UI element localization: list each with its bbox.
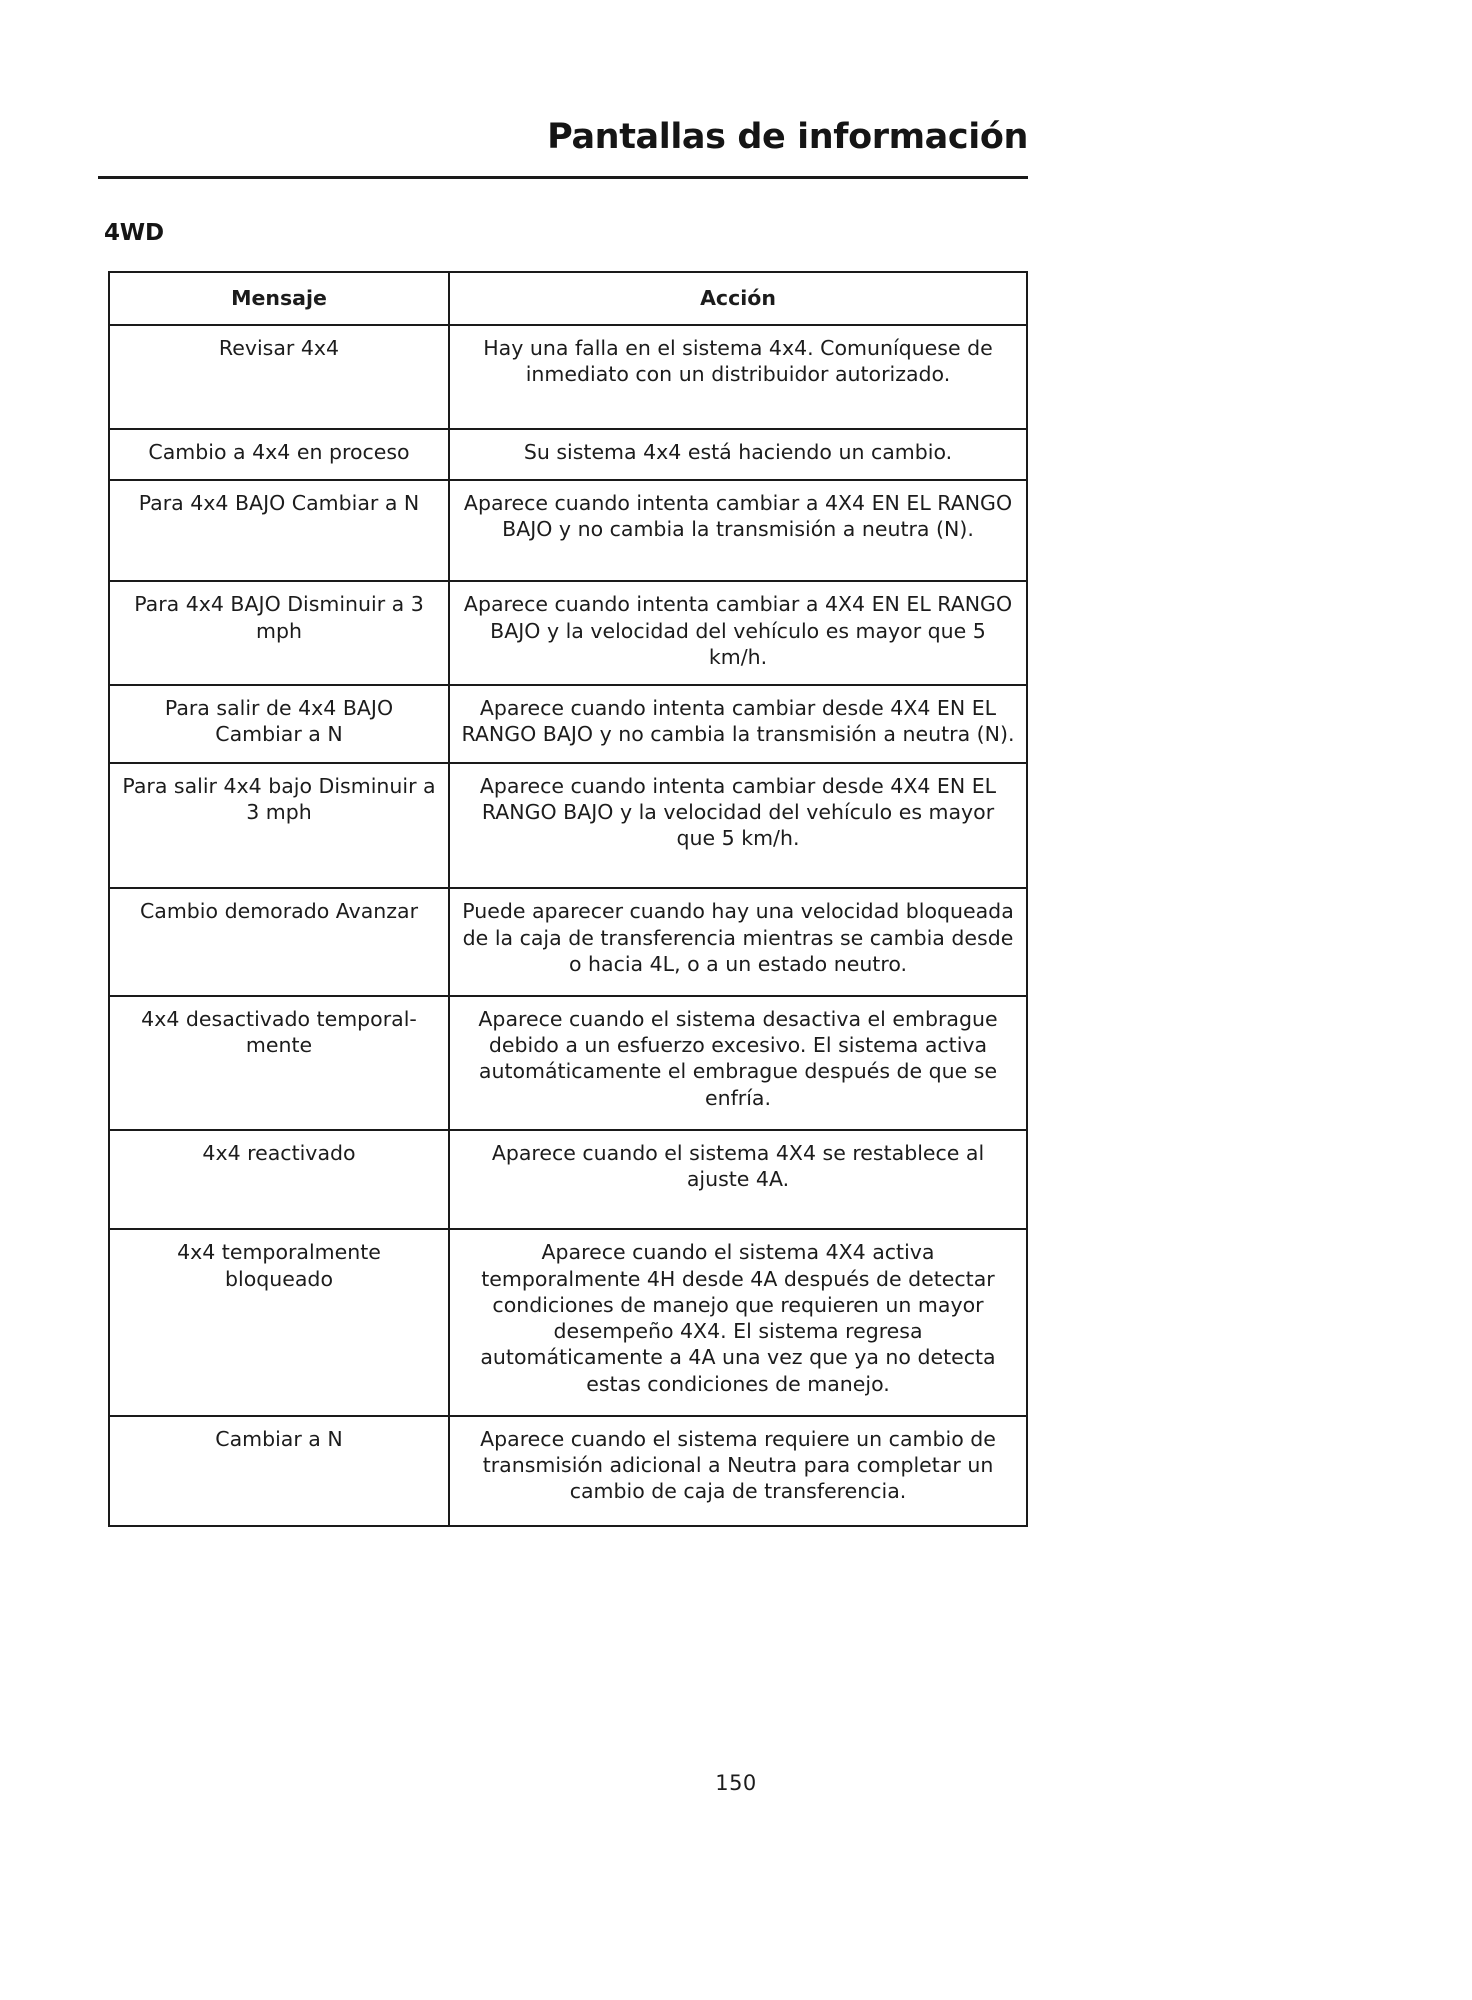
table-row	[109, 996, 1027, 1130]
header-divider	[98, 176, 1028, 179]
table-row	[109, 763, 1027, 889]
cell-mensaje: 4x4 temporalmente bloqueado	[109, 1229, 449, 1415]
page-footer	[0, 1771, 1472, 1795]
table-row	[109, 685, 1027, 762]
cell-accion: Aparece cuando intenta cambiar a 4X4 EN EL RANGO BAJO y la velocidad del vehículo es mayor que 5 km/h.	[449, 581, 1027, 685]
cell-accion: Aparece cuando intenta cambiar desde 4X4 EN EL RANGO BAJO y la velocidad del vehículo es mayor que 5 km/h.	[449, 763, 1027, 889]
messages-table-container	[108, 271, 1026, 1527]
table-row	[109, 429, 1027, 480]
cell-mensaje: Revisar 4x4	[109, 325, 449, 428]
table-head	[109, 272, 1027, 325]
table-row	[109, 1229, 1027, 1415]
table-row	[109, 1416, 1027, 1526]
cell-mensaje: Cambio demorado Avanzar	[109, 888, 449, 996]
page-number: 150	[715, 1771, 757, 1795]
table-row	[109, 325, 1027, 428]
cell-accion: Aparece cuando intenta cambiar desde 4X4 EN EL RANGO BAJO y no cambia la transmisión a neutra (N).	[449, 685, 1027, 762]
cell-mensaje: 4x4 desactivado temporal-mente	[109, 996, 449, 1130]
cell-mensaje: Para 4x4 BAJO Disminuir a 3 mph	[109, 581, 449, 685]
cell-accion: Aparece cuando el sistema 4X4 se restablece al ajuste 4A.	[449, 1130, 1027, 1229]
messages-table	[108, 271, 1028, 1527]
section-heading: 4WD	[104, 220, 164, 246]
cell-accion: Aparece cuando el sistema requiere un cambio de transmisión adicional a Neutra para completar un cambio de caja de transferencia.	[449, 1416, 1027, 1526]
chapter-title: Pantallas de información	[547, 117, 1028, 157]
cell-accion: Aparece cuando el sistema desactiva el embrague debido a un esfuerzo excesivo. El sistema activa automáticamente el embrague después de que se enfría.	[449, 996, 1027, 1130]
cell-mensaje: Para salir 4x4 bajo Disminuir a 3 mph	[109, 763, 449, 889]
cell-mensaje: Cambiar a N	[109, 1416, 449, 1526]
table-body	[109, 325, 1027, 1525]
page-header	[98, 118, 1028, 157]
cell-accion: Aparece cuando intenta cambiar a 4X4 EN EL RANGO BAJO y no cambia la transmisión a neutra (N).	[449, 480, 1027, 581]
cell-accion: Puede aparecer cuando hay una velocidad bloqueada de la caja de transferencia mientras se cambia desde o hacia 4L, o a un estado neutro.	[449, 888, 1027, 996]
table-row	[109, 888, 1027, 996]
cell-mensaje: Para 4x4 BAJO Cambiar a N	[109, 480, 449, 581]
cell-mensaje: 4x4 reactivado	[109, 1130, 449, 1229]
table-row	[109, 1130, 1027, 1229]
cell-accion: Su sistema 4x4 está haciendo un cambio.	[449, 429, 1027, 480]
cell-mensaje: Para salir de 4x4 BAJO Cambiar a N	[109, 685, 449, 762]
cell-mensaje: Cambio a 4x4 en proceso	[109, 429, 449, 480]
column-header-mensaje: Mensaje	[109, 272, 449, 325]
column-header-accion: Acción	[449, 272, 1027, 325]
table-row	[109, 581, 1027, 685]
cell-accion: Hay una falla en el sistema 4x4. Comuníquese de inmediato con un distribuidor autorizado.	[449, 325, 1027, 428]
cell-accion: Aparece cuando el sistema 4X4 activa temporalmente 4H desde 4A después de detectar condiciones de manejo que requieren un mayor desempeño 4X4. El sistema regresa automáticamente a 4A una vez que ya no detecta estas condiciones de manejo.	[449, 1229, 1027, 1415]
table-header-row	[109, 272, 1027, 325]
table-row	[109, 480, 1027, 581]
